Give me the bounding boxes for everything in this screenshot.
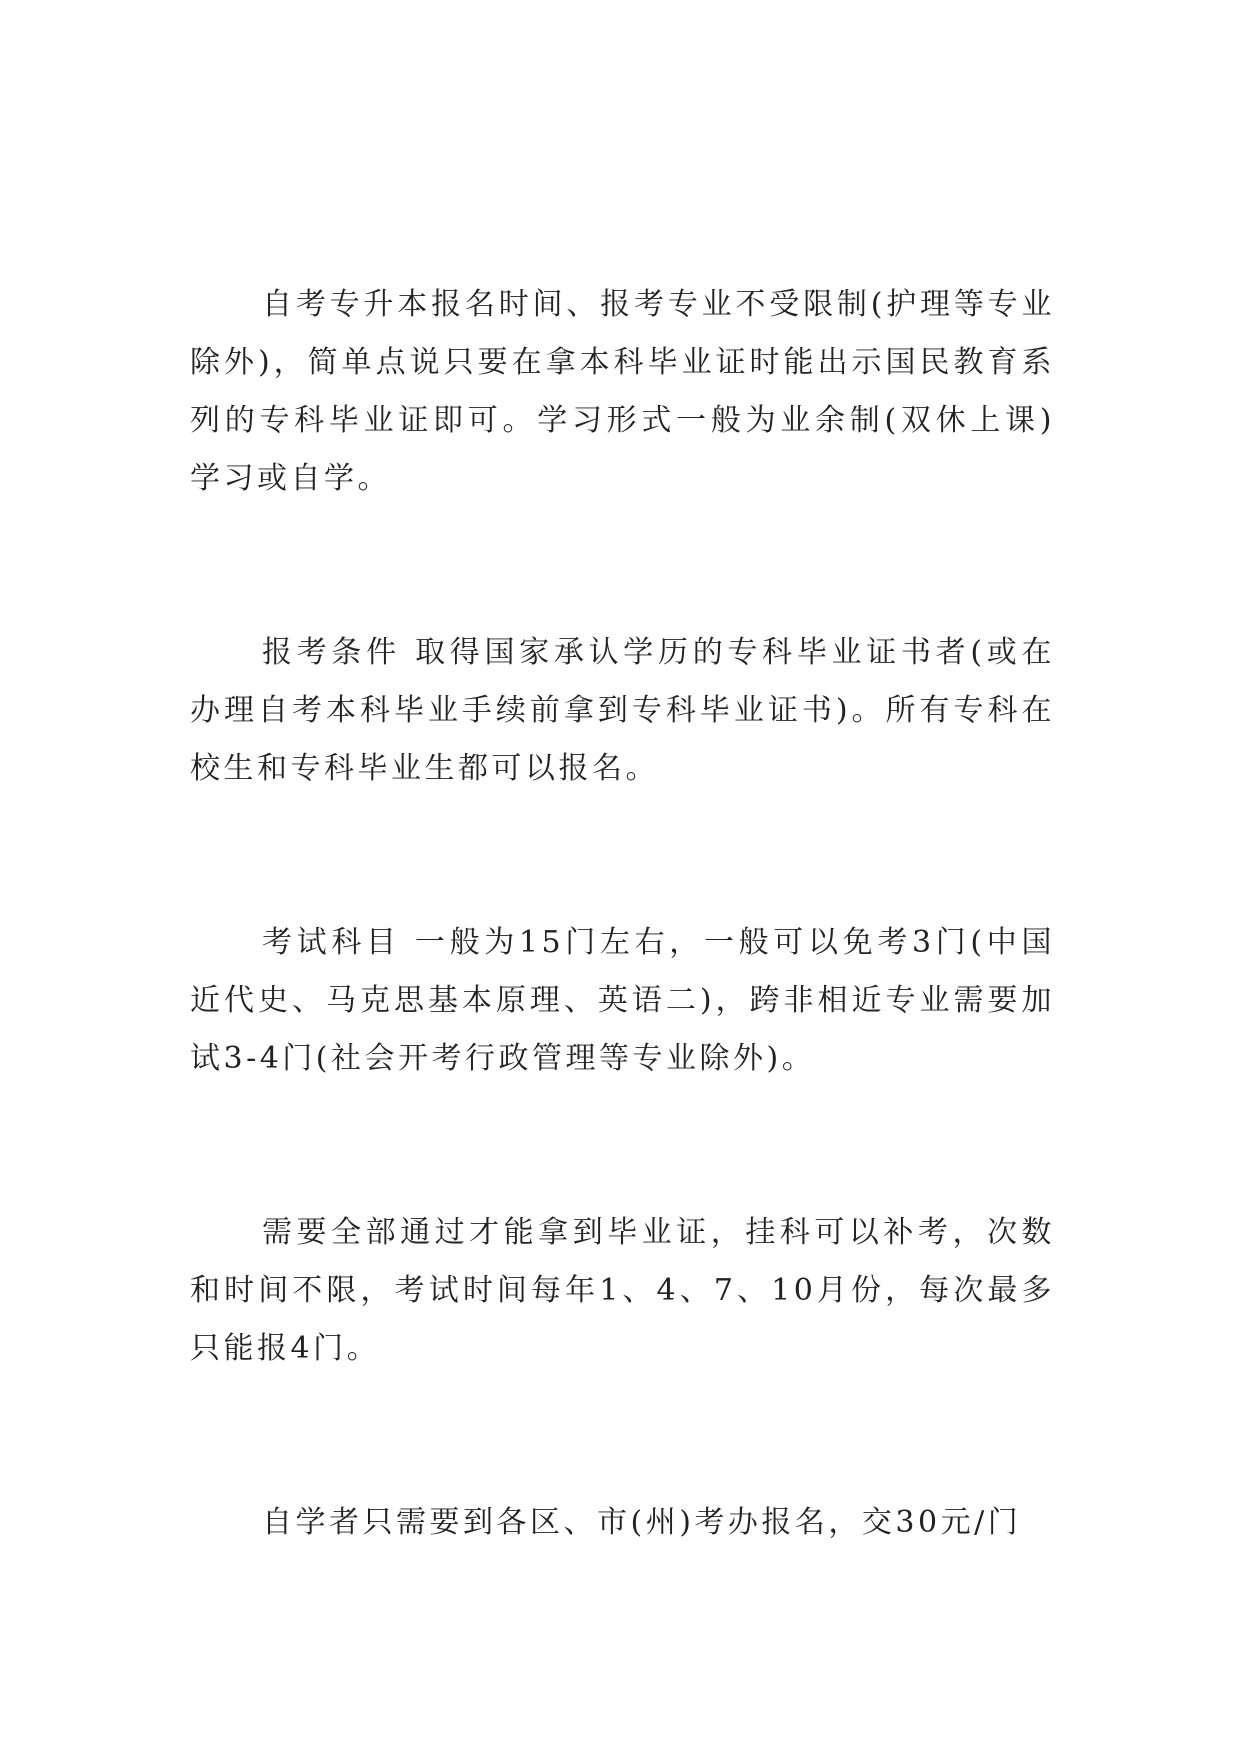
- paragraph-graduation: 需要全部通过才能拿到毕业证，挂科可以补考，次数和时间不限，考试时间每年1、4、7、10月份，每次最多只能报4门。: [190, 1215, 1055, 1366]
- paragraph-subjects: 考试科目 一般为15门左右，一般可以免考3门(中国近代史、马克思基本原理、英语二)，跨非相近专业需要加试3-4门(社会开考行政管理等专业除外)。: [190, 925, 1055, 1076]
- paragraph-self-study: 自学者只需要到各区、市(州)考办报名，交30元/门: [262, 1505, 1022, 1540]
- document-body: [190, 276, 1055, 1668]
- paragraph-registration: 自考专升本报名时间、报考专业不受限制(护理等专业除外)，简单点说只要在拿本科毕业证时能出示国民教育系列的专科毕业证即可。学习形式一般为业余制(双休上课)学习或自学。: [190, 287, 1055, 496]
- paragraph-requirements: 报考条件 取得国家承认学历的专科毕业证书者(或在办理自考本科毕业手续前拿到专科毕业证书)。所有专科在校生和专科毕业生都可以报名。: [190, 635, 1055, 786]
